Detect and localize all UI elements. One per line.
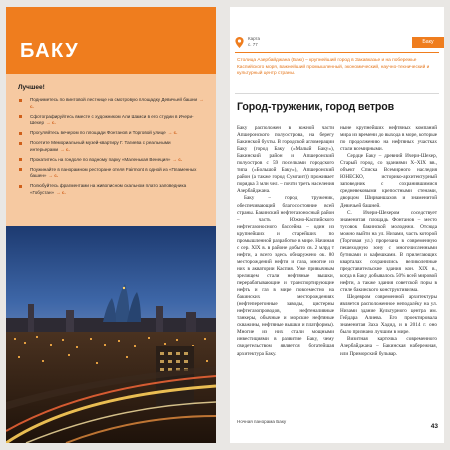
bullet-square-icon [19, 99, 22, 102]
left-page [6, 7, 216, 443]
highlight-text: Подниметесь по винтовой лестнице на смотровую площадку Девичьей башни [30, 97, 198, 102]
highlight-text: Прогуляйтесь вечером по площади Фонтанов и Торговой улице [30, 130, 166, 136]
intro-paragraph: Столица Азербайджана (Бакı) – крупнейший город в Закавказье и на побережье Каспийского моря, важнейший промышленный, экономический, научно-технический и культурный центр страны. [237, 58, 430, 77]
body-paragraph: ныне крупнейших нефтяных компаний мира из времени до выхода в море, которые по продолжению на нефтяных участках стали всемирными. [340, 125, 437, 153]
highlights-heading: Лучшее! [18, 84, 45, 91]
chapter-title: БАКУ [20, 40, 80, 62]
bullet-square-icon [19, 142, 22, 145]
map-reference [248, 36, 260, 48]
top-divider [235, 52, 439, 53]
page-reference: → с. [60, 146, 70, 152]
highlight-text: Полюбуйтесь фрагментами на живописном скальном плато заповедника «Гобустан» [30, 183, 187, 195]
map-pin-icon [235, 37, 244, 48]
page-reference: → с. [46, 120, 56, 126]
text-column-right [340, 125, 437, 358]
page-reference: → с. [167, 130, 178, 136]
highlight-text: Поужинайте в панорамном ресторане отеля Fairmont в одной из «Пламенных башен» [30, 166, 197, 179]
body-paragraph: Баку расположен в южной части Апшеронского полуострова, на берегу Бакинской бухты. В городской агломерации Баку (город Баку («Малый Баку»), Бакинский район и Апшеронский полуостров с 59 поселками городского типа («Большой Баку»), Апшеронский район (а также город Сумгаит)) проживает порядка 3 млн чел. – почти треть населения Азербайджана. [237, 125, 334, 195]
highlight-item [18, 167, 206, 180]
highlight-item [18, 130, 206, 137]
body-paragraph: С. Ичери-Шехером соседствует знаменитая площадь Фонтанов – место тусовок бакинской молодежи. Отсюда можно выйти на ул. Низами, часть которой (Торговая ул.) прорезана в современную пешеходную зону с многочисленными бутиками и кафешками. В прилегающих кварталах сохранились великолепные представительские здания кон. XIX в., когда в Баку добывалось 50% всей мировой нефти, а также здания советской поры в стиле бакинского конструктивизма. [340, 209, 437, 294]
title-band [6, 7, 216, 74]
page-number: 43 [430, 423, 438, 430]
page-reference: → с. [48, 173, 59, 179]
text-column-left [237, 125, 334, 358]
photo-caption: Ночная панорама Баку [237, 419, 287, 424]
highlight-item [18, 114, 206, 127]
body-paragraph: Визитная карточка современного Азербайджана – Бакинская набережная, или Приморский бульвар. [340, 336, 437, 357]
highlight-item [18, 157, 206, 164]
bullet-square-icon [19, 168, 22, 171]
highlight-text: Сфотографируйтесь вместе с художником Али Шамси в его студии в Ичери-Шехер [30, 113, 194, 126]
highlights-box [6, 74, 216, 226]
page-reference: → с. [30, 97, 204, 109]
article-heading: Город-труженик, город ветров [237, 101, 395, 113]
bullet-square-icon [19, 132, 22, 135]
map-ref-label: Карта [248, 36, 261, 41]
intro-divider [235, 93, 439, 94]
highlight-item [18, 183, 206, 196]
section-tab: Баку [412, 37, 444, 48]
body-paragraph: Шедевром современной архитектуры является расположенное неподалёку на ул. Низами здание Культурного центра им. Гейдара Алиева. Его проектировала знаменитая Заха Хадид, и в 2014 г. оно было признано лучшим в мире. [340, 294, 437, 336]
right-page [230, 7, 444, 443]
page-reference: → с. [172, 156, 183, 162]
city-night-photo [6, 226, 216, 443]
highlight-item [18, 97, 206, 110]
map-ref-page: с. 77 [248, 42, 258, 47]
highlight-text: Прокатитесь на гондоле по водному парку «Маленькая Венеция» [30, 156, 171, 162]
body-paragraph: Сердце Баку – древний Ичери-Шехер, Старый город, со зданиями X–XIX вв., объект Списка Всемирного наследия ЮНЕСКО, историко-архитектурный заповедник с сохранившимися средневековыми крепостными стенами, дворцом Ширваншахов и знаменитой Девичьей башней. [340, 153, 437, 209]
highlight-text: Посетите Мемориальный музей-квартиру Г. Тагиева с реальными интерьерами [30, 140, 171, 152]
bullet-square-icon [19, 158, 22, 161]
body-paragraph: Баку – город труженик, обеспечивающий благосостояние всей страны. Бакинский нефтегазоносный район – часть Южно-Каспийского нефтегазоносного бассейна – один из крупнейших и старейших по промышленной разработке в мире. Начиная с сер. XIX в. в районе добыто св. 2 млрд т нефти, а всего здесь обнаружено ок. 80 месторождений нефти и газа, многие из них в акватории Каспия. Уже привычным зрелищем стали нефтяные вышки, перерабатывающие и транспортирующие нефть и газ в мире повсеместно на бакинских месторождениях (нефтеперегонные заводы, цистерны нефтегазопроводов, нефтеналивные танкеры, обычные и морские нефтяные скважины, нефтяные вышки и платформы). Многие из них стали мощными инвестициями в развитие Баку, чему свидетельством является богатейшая архитектура Баку. [237, 195, 334, 357]
highlights-list [18, 97, 206, 197]
page-reference: → с. [56, 189, 66, 195]
highlight-item [18, 140, 206, 153]
bullet-square-icon [19, 185, 22, 188]
bullet-square-icon [19, 115, 22, 118]
